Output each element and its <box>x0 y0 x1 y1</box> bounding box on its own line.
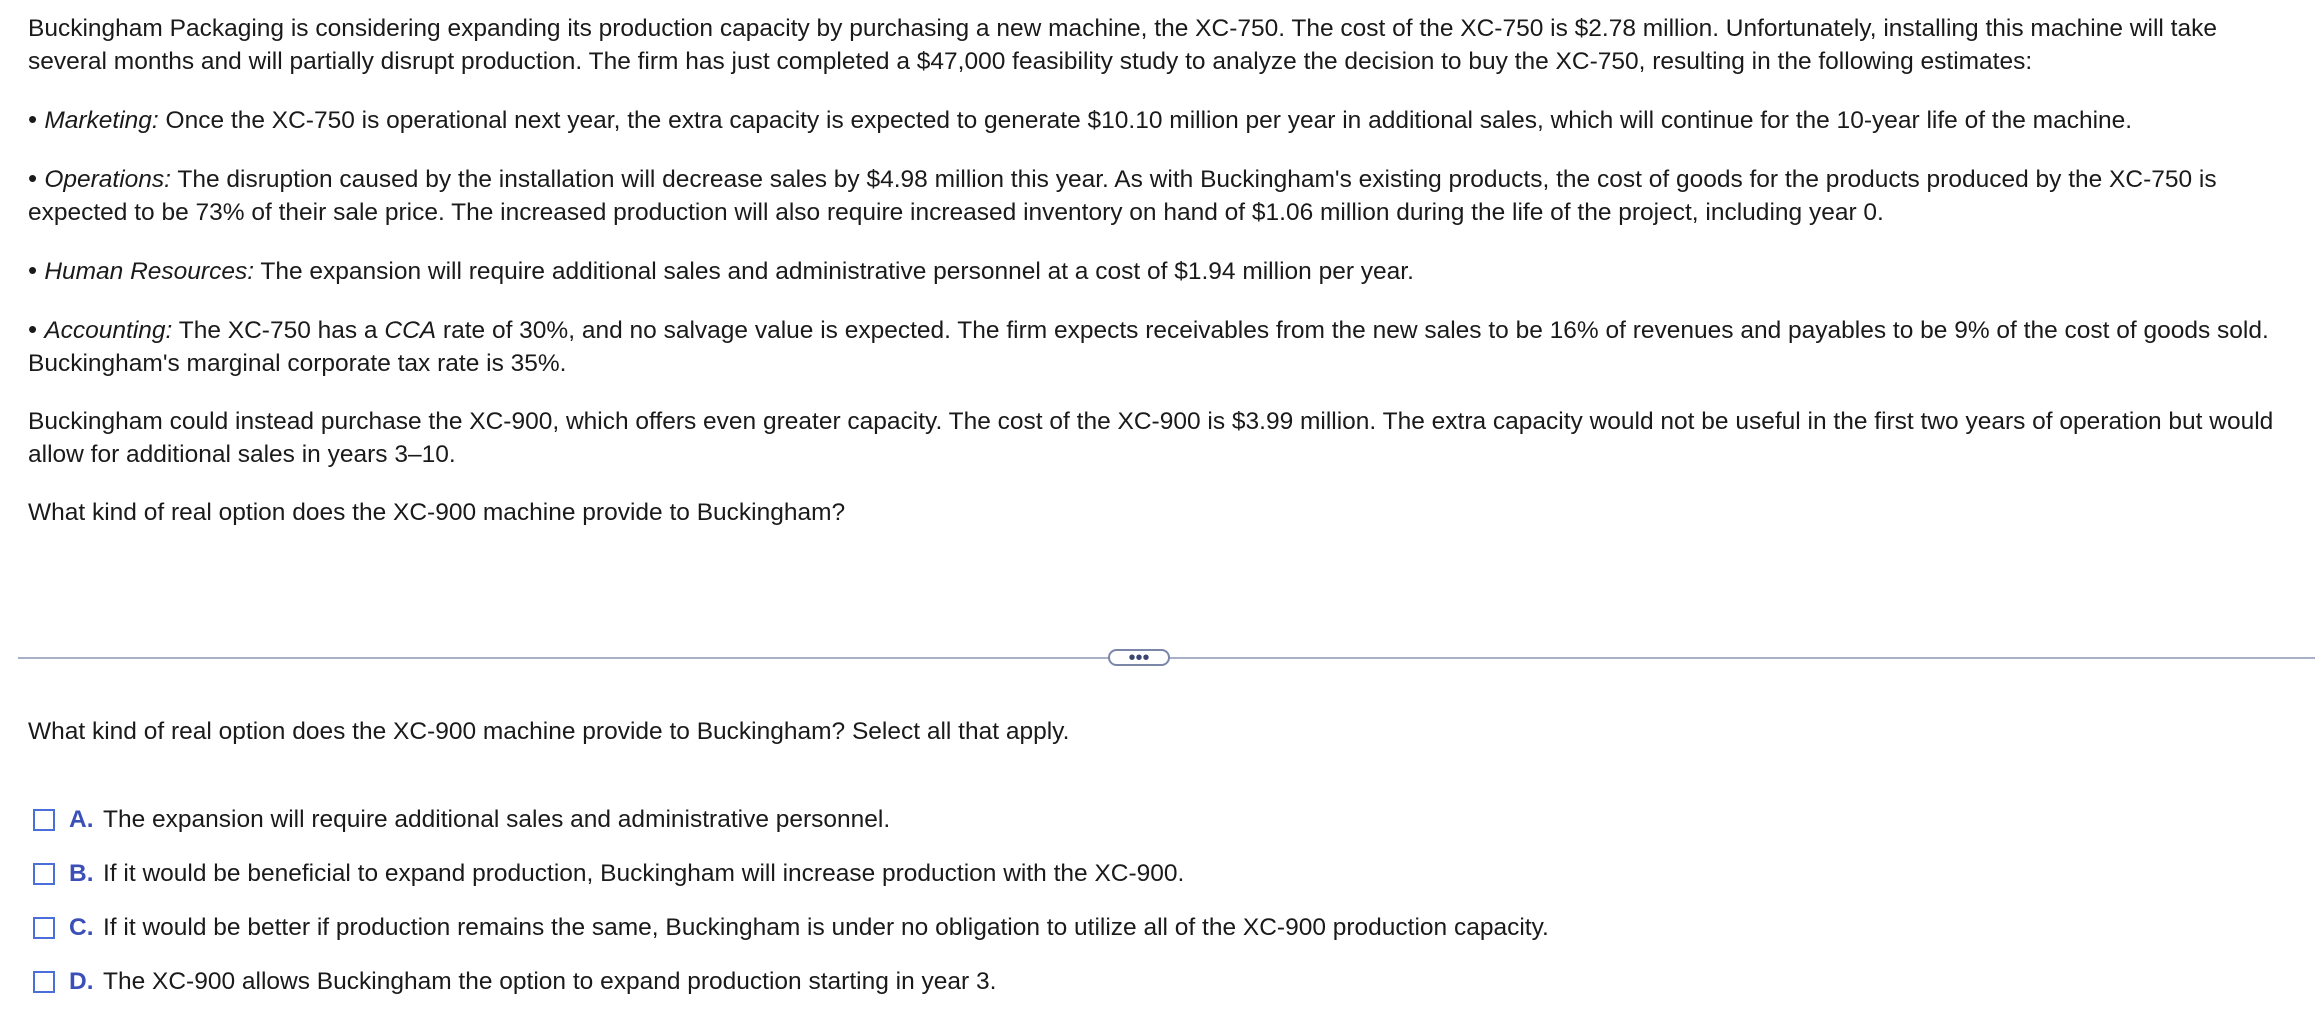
option-text: The XC-900 allows Buckingham the option to expand production starting in year 3. <box>103 968 997 995</box>
bullet-text: The expansion will require additional sales and administrative personnel at a cost of $1.94 million per year. <box>254 258 1414 285</box>
bullet-icon: • <box>28 104 45 134</box>
cca-term: CCA <box>384 317 437 344</box>
option-letter: A. <box>69 806 94 833</box>
bullet-accounting <box>28 313 2298 380</box>
checkbox-icon[interactable] <box>33 809 55 831</box>
bullet-icon: • <box>28 314 45 344</box>
bullet-human-resources <box>28 254 2298 288</box>
option-letter: D. <box>69 968 94 995</box>
option-a[interactable] <box>33 793 1549 847</box>
bullet-operations <box>28 162 2298 229</box>
checkbox-icon[interactable] <box>33 917 55 939</box>
role-label: Accounting: <box>44 317 173 344</box>
option-c[interactable] <box>33 901 1549 955</box>
option-letter: C. <box>69 914 94 941</box>
option-b[interactable] <box>33 847 1549 901</box>
answer-options <box>33 793 1549 1009</box>
option-d[interactable] <box>33 955 1549 1009</box>
checkbox-icon[interactable] <box>33 863 55 885</box>
bullet-text: rate of 30%, and no salvage value is expected. The firm expects receivables from the new sales to be 16% of revenues and payables to be 9% of the cost of goods sold. Buckingham's marginal corporate tax rate is 35%. <box>28 317 2269 377</box>
role-label: Marketing: <box>44 107 159 134</box>
option-text: If it would be better if production remains the same, Buckingham is under no obligation to utilize all of the XC-900 production capacity. <box>103 914 1549 941</box>
bullet-text: The XC-750 has a <box>172 317 385 344</box>
answer-prompt: What kind of real option does the XC-900 machine provide to Buckingham? Select all that apply. <box>28 718 1070 745</box>
expand-more-button[interactable]: ••• <box>1108 649 1170 666</box>
problem-intro: Buckingham Packaging is considering expanding its production capacity by purchasing a new machine, the XC-750. The cost of the XC-750 is $2.78 million. Unfortunately, installing this machine will take several months and will partially disrupt production. The firm has just completed a $47,000 feasibility study to analyze the decision to buy the XC-750, resulting in the following estimates: <box>28 15 2217 75</box>
checkbox-icon[interactable] <box>33 971 55 993</box>
bullet-marketing <box>28 103 2298 137</box>
problem-statement <box>28 12 2298 529</box>
bullet-text: The disruption caused by the installation will decrease sales by $4.98 million this year. As with Buckingham's existing products, the cost of goods for the products produced by the XC-750 is expected to be 73% of their sale price. The increased production will also require increased inventory on hand of $1.06 million during the life of the project, including year 0. <box>28 166 2217 226</box>
option-letter: B. <box>69 860 94 887</box>
bullet-icon: • <box>28 255 45 285</box>
question-text: What kind of real option does the XC-900 machine provide to Buckingham? <box>28 499 846 526</box>
option-text: The expansion will require additional sales and administrative personnel. <box>103 806 891 833</box>
option-text: If it would be beneficial to expand production, Buckingham will increase production with the XC-900. <box>103 860 1185 887</box>
role-label: Human Resources: <box>44 258 255 285</box>
role-label: Operations: <box>44 166 171 193</box>
alternative-paragraph: Buckingham could instead purchase the XC-900, which offers even greater capacity. The cost of the XC-900 is $3.99 million. The extra capacity would not be useful in the first two years of operation but would allow for additional sales in years 3–10. <box>28 408 2274 468</box>
bullet-icon: • <box>28 163 45 193</box>
bullet-text: Once the XC-750 is operational next year, the extra capacity is expected to generate $10.10 million per year in additional sales, which will continue for the 10-year life of the machine. <box>158 107 2133 134</box>
